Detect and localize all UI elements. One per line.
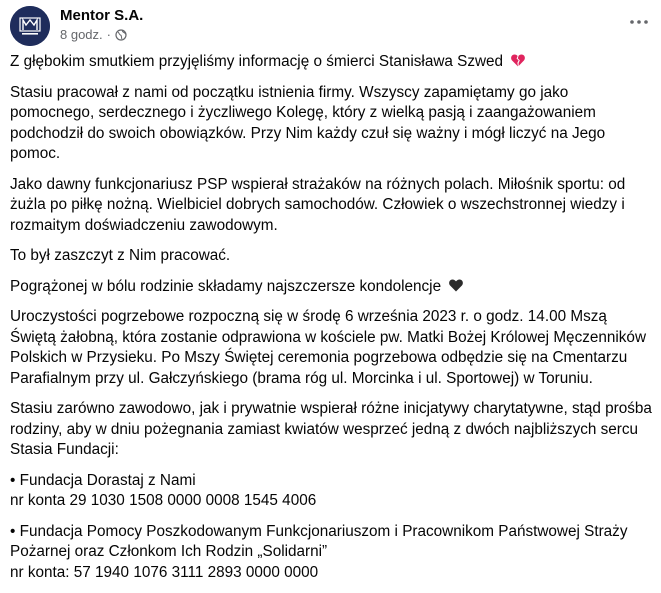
foundation-item — [10, 471, 655, 512]
post-timestamp[interactable]: 8 godz. — [60, 27, 103, 42]
foundation-account: nr konta 29 1030 1508 0000 0008 1545 4006 — [10, 492, 317, 509]
foundation-name: • Fundacja Pomocy Poszkodowanym Funkcjonariuszom i Pracownikom Państwowej Straży Pożarnej oraz Członkom Ich Rodzin „Solidarni” — [10, 522, 628, 560]
more-options-icon — [630, 20, 648, 24]
paragraph-text: Z głębokim smutkiem przyjęliśmy informację o śmierci Stanisława Szwed — [10, 53, 504, 70]
foundation-account: nr konta: 57 1940 1076 3111 2893 0000 0000 — [10, 563, 319, 581]
more-options-button[interactable] — [627, 12, 651, 32]
post-paragraph — [10, 52, 655, 73]
post-paragraph: Jako dawny funkcjonariusz PSP wspierał strażaków na różnych polach. Miłośnik sportu: od żużla po piłkę nożną. Wielbiciel dobrych samochodów. Człowiek o wszechstronnej wiedzy i rozmaitym doświadczeniu zawodowym. — [10, 175, 626, 234]
post-paragraph: Stasiu zarówno zawodowo, jak i prywatnie wspierał różne inicjatywy charytatywne, stąd prośba rodziny, aby w dniu pożegnania zamiast kwiatów wesprzeć jedną z dwóch najbliższych sercu Stasia Fundacji: — [10, 400, 652, 458]
post-body — [10, 52, 655, 593]
post-paragraph — [10, 277, 655, 298]
post-paragraph: Uroczystości pogrzebowe rozpoczną się w środę 6 września 2023 r. o godz. 14.00 Mszą Świętą żałobną, która zostanie odprawiona w kościele pw. Matki Bożej Królowej Męczenników Polskich w Przysieku. Po Mszy Świętej ceremonia pogrzebowa odbędzie się na Cmentarzu Parafialnym przy ul. Gałczyńskiego (brama róg ul. Morcinka i ul. Sportowej) w Toruniu. — [10, 308, 646, 387]
broken-heart-icon — [510, 52, 526, 68]
foundation-item — [10, 522, 655, 584]
post-paragraph: To był zaszczyt z Nim pracować. — [10, 247, 231, 264]
post-meta — [60, 26, 127, 44]
avatar[interactable] — [10, 6, 50, 46]
post-header — [10, 6, 651, 46]
post-paragraph: Stasiu pracował z nami od początku istnienia firmy. Wszyscy zapamiętamy go jako pomocnego, serdecznego i życzliwego Kolegę, który z wielką pasją i zaangażowaniem podchodził do swoich obowiązków. Przy Nim każdy czuł się ważny i mógł liczyć na Jego pomoc. — [10, 83, 606, 162]
paragraph-text: Pogrążonej w bólu rodzinie składamy najszczersze kondolencje — [10, 277, 442, 295]
company-logo-icon — [10, 6, 50, 46]
foundation-name: • Fundacja Dorastaj z Nami — [10, 471, 196, 489]
black-heart-icon — [448, 277, 464, 293]
author-name[interactable]: Mentor S.A. — [60, 7, 144, 24]
meta-separator: · — [106, 27, 111, 42]
globe-icon — [115, 29, 127, 41]
